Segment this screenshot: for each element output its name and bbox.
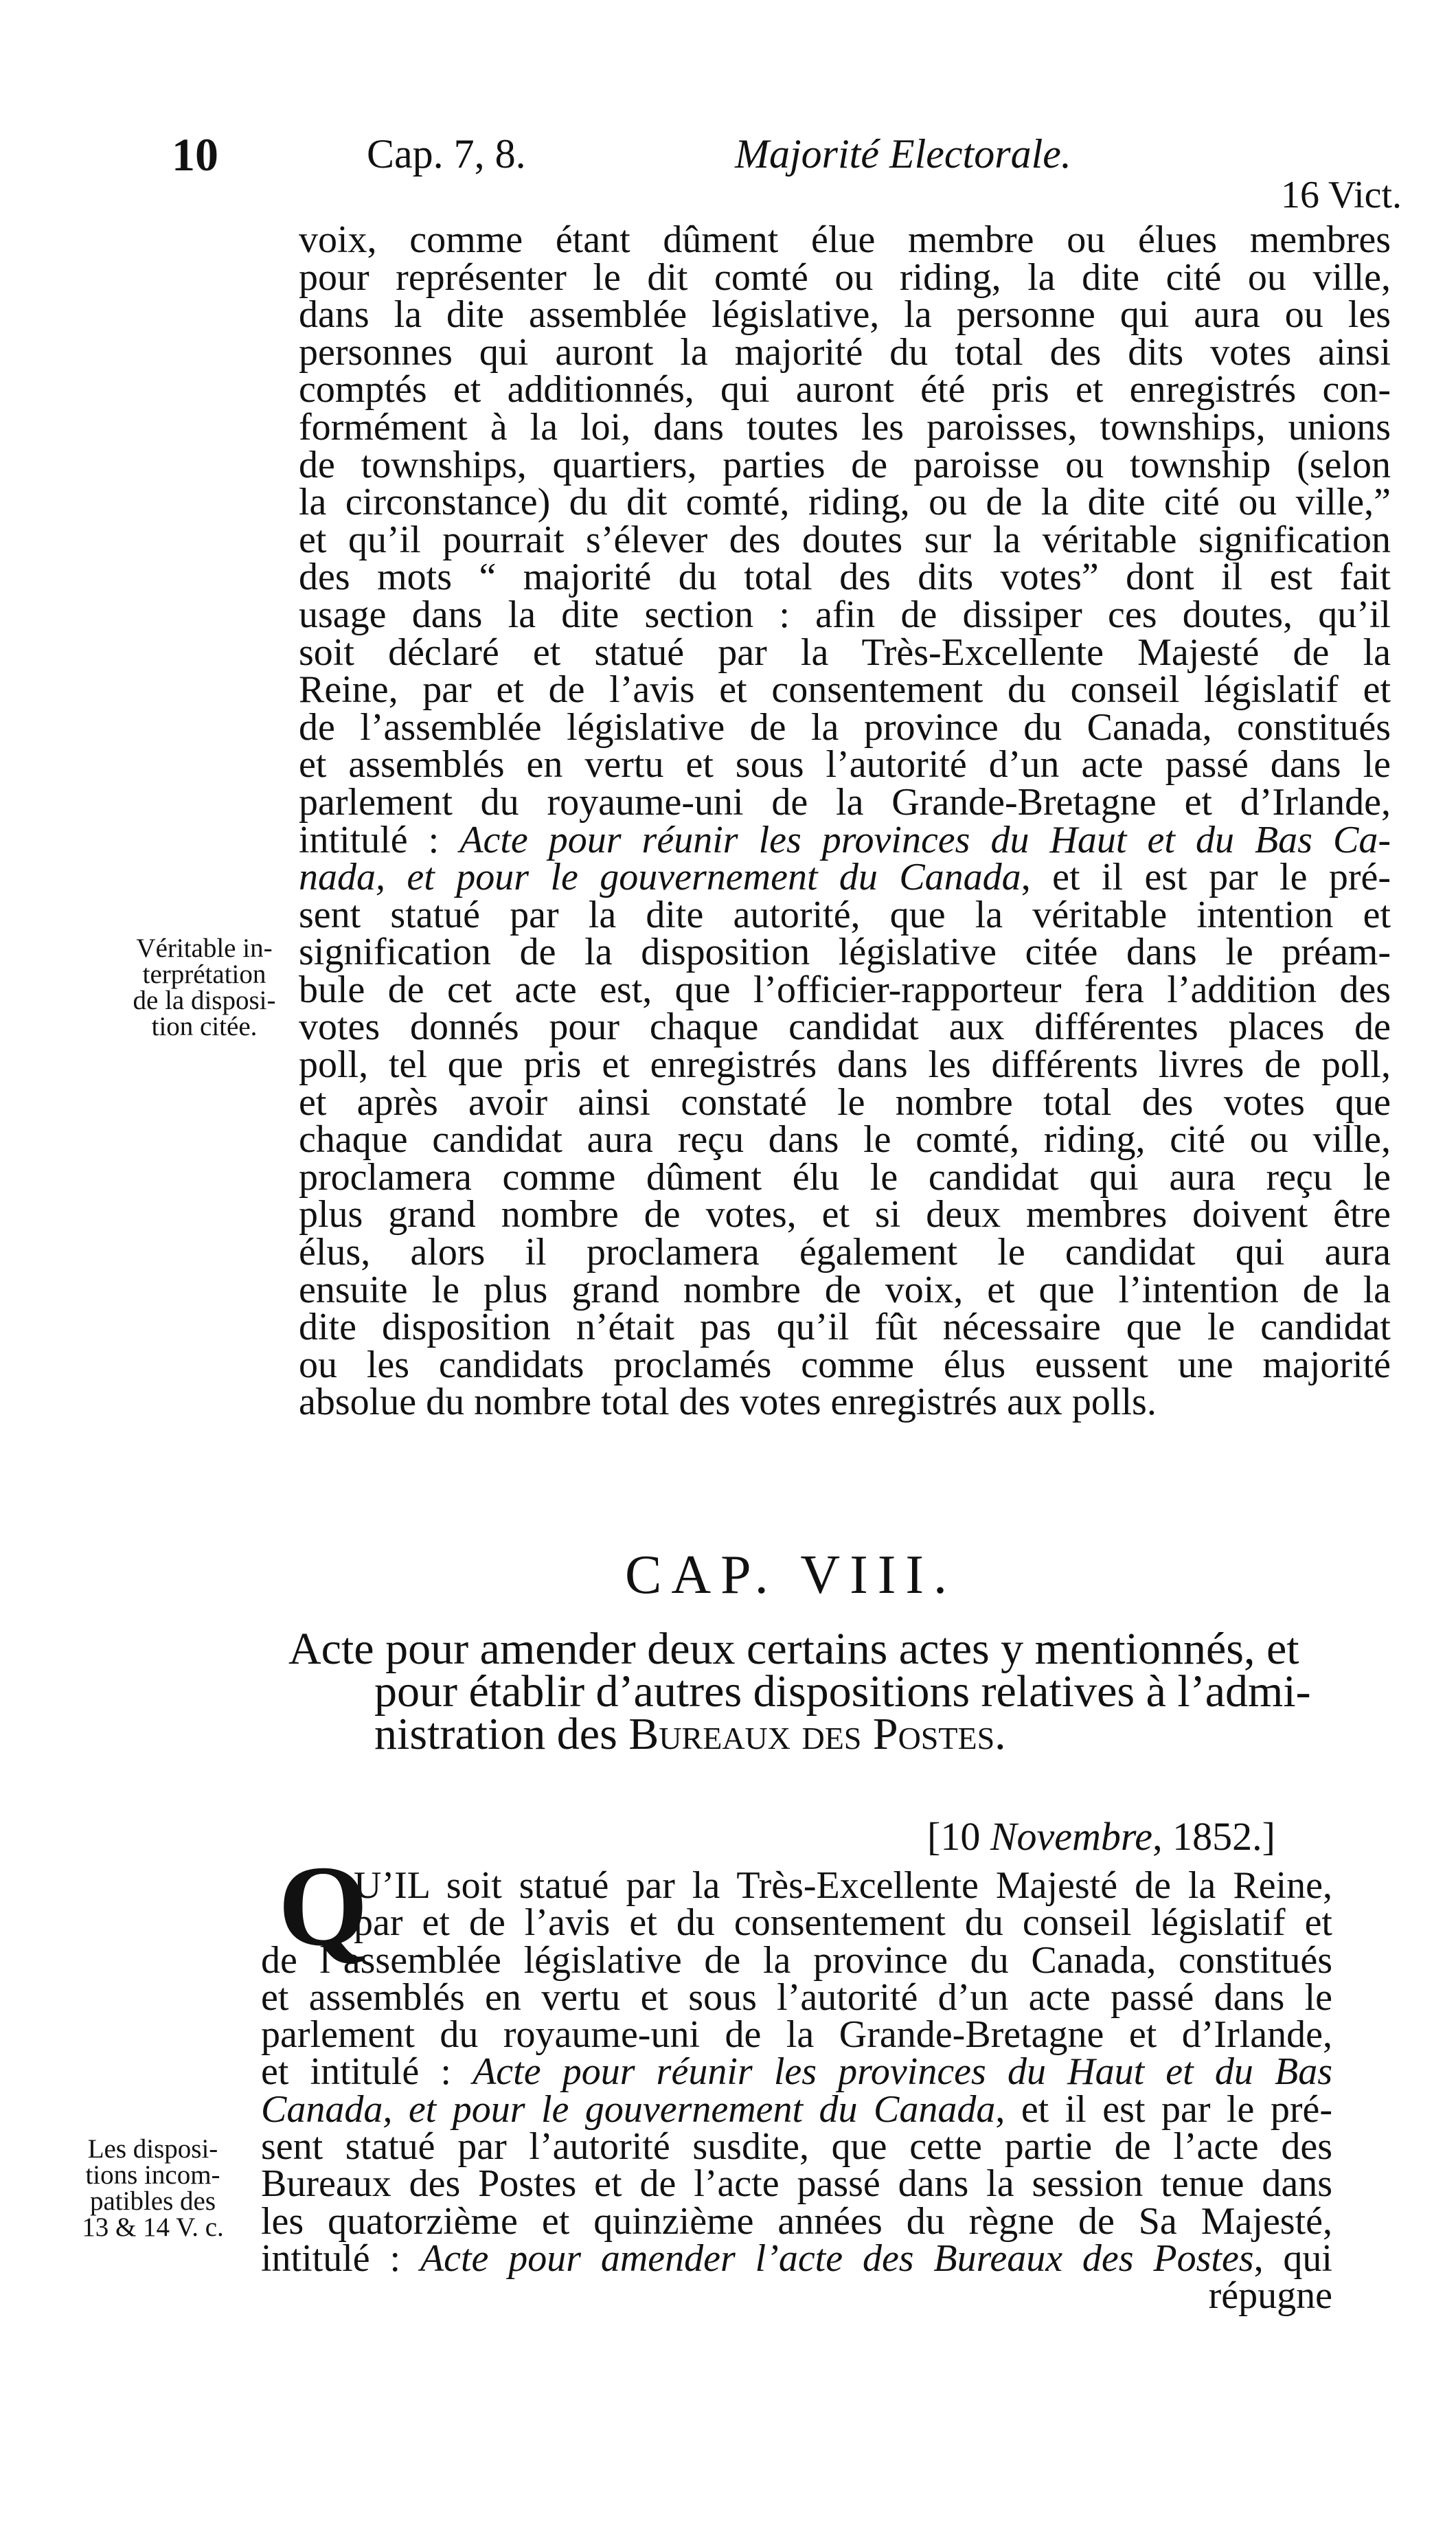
- margin-note-line: terprétation: [142, 960, 266, 989]
- text-line: chaque candidat aura reçu dans le comté, riding, cité ou ville,: [299, 1118, 1391, 1162]
- text-line: absolue du nombre total des votes enregistrés aux polls.: [299, 1381, 1157, 1424]
- text-span: intitulé :: [299, 818, 460, 861]
- text-line: Bureaux des Postes et de l’acte passé dans la session tenue dans: [261, 2162, 1332, 2206]
- text-span: , qui: [1253, 2237, 1332, 2280]
- text-line: ensuite le plus grand nombre de voix, et que l’intention de la: [299, 1268, 1391, 1311]
- text-line: dans la dite assemblée législative, la personne qui aura ou les: [299, 293, 1391, 337]
- chapter-heading: CAP. VIII.: [625, 1545, 957, 1605]
- text-line: de l’assemblée législative de la province du Canada, constitués: [261, 1938, 1332, 1982]
- text-line: [299, 856, 1391, 899]
- text-line: les quatorzième et quinzième années du règne de Sa Majesté,: [261, 2199, 1332, 2243]
- act-title: [288, 1624, 1353, 1759]
- act-citation: Acte pour réunir les provinces du Haut et du Bas Ca-: [459, 818, 1391, 861]
- margin-note-line: patibles des: [89, 2186, 216, 2216]
- text-line: par et de l’avis et du consentement du conseil législatif et: [354, 1901, 1332, 1945]
- text-line: pour représenter le dit comté ou riding, la dite cité ou ville,: [299, 256, 1391, 299]
- text-span: , et il est par le pré-: [995, 2087, 1332, 2131]
- text-line: sent statué par l’autorité susdite, que cette partie de l’acte des: [261, 2125, 1332, 2169]
- text-line: [261, 2050, 1332, 2094]
- cap7-body-text: [299, 218, 1391, 1424]
- text-line: votes donnés pour chaque candidat aux différentes places de: [299, 1006, 1391, 1049]
- text-line: parlement du royaume-uni de la Grande-Bretagne et d’Irlande,: [299, 780, 1391, 824]
- text-line: proclamera comme dûment élu le candidat qui aura reçu le: [299, 1155, 1391, 1199]
- text-line: la circonstance) du dit comté, riding, ou de la dite cité ou ville,”: [299, 481, 1391, 524]
- text-line: plus grand nombre de votes, et si deux membres doivent être: [299, 1193, 1391, 1236]
- margin-note-line: tion citée.: [151, 1012, 258, 1041]
- chapter-reference: Cap. 7, 8.: [367, 131, 526, 177]
- enactment-date: [927, 1813, 1275, 1859]
- text-line: [261, 2087, 1332, 2131]
- text-line: élus, alors il proclamera également le candidat qui aura: [299, 1231, 1391, 1274]
- text-line: U’IL soit statué par la Très-Excellente Majesté de la Reine,: [354, 1864, 1332, 1907]
- text-line: personnes qui auront la majorité du total des dits votes ainsi: [299, 330, 1391, 374]
- act-citation: Acte pour amender l’acte des Bureaux des Postes: [420, 2237, 1254, 2280]
- text-line: des mots “ majorité du total des dits votes” dont il est fait: [299, 556, 1391, 599]
- text-span: , et il est par le pré-: [1021, 856, 1391, 899]
- running-title: Majorité Electorale.: [735, 131, 1071, 177]
- margin-note-line: Véritable in-: [136, 933, 273, 963]
- text-line: voix, comme étant dûment élue membre ou élues membres: [299, 218, 1391, 261]
- act-citation: Acte pour réunir les provinces du Haut et du Bas: [473, 2050, 1332, 2094]
- text-line: [261, 2237, 1332, 2280]
- margin-note-line: 13 & 14 V. c.: [82, 2212, 224, 2242]
- margin-note-interpretation: [124, 933, 285, 1041]
- text-line: soit déclaré et statué par la Très-Excellente Majesté de la: [299, 631, 1391, 674]
- text-line: comptés et additionnés, qui auront été pris et enregistrés con-: [299, 368, 1391, 411]
- act-title-line: pour établir d’autres dispositions relatives à l’admi-: [374, 1666, 1311, 1717]
- text-line: de l’assemblée législative de la province du Canada, constitués: [299, 705, 1391, 749]
- text-span: Bureaux des Postes: [628, 1709, 995, 1759]
- text-line: et assemblés en vertu et sous l’autorité d’un acte passé dans le: [261, 1976, 1332, 2019]
- act-citation: Canada, et pour le gouvernement du Canada: [261, 2087, 996, 2131]
- text-line: et qu’il pourrait s’élever des doutes sur la véritable signification: [299, 518, 1391, 561]
- text-line: de townships, quartiers, parties de paroisse ou township (selon: [299, 443, 1391, 486]
- text-line: [299, 818, 1391, 861]
- text-span: , 1852.]: [1152, 1814, 1275, 1859]
- act-citation: nada, et pour le gouvernement du Canada: [299, 856, 1021, 899]
- text-line: Reine, par et de l’avis et consentement du conseil législatif et: [299, 668, 1391, 712]
- text-line: poll, tel que pris et enregistrés dans les différents livres de poll,: [299, 1043, 1391, 1087]
- text-line: usage dans la dite section : afin de dissiper ces doutes, qu’il: [299, 593, 1391, 636]
- text-span: [10: [927, 1814, 990, 1859]
- text-span: nistration des: [374, 1709, 629, 1759]
- margin-note-line: Les disposi-: [87, 2134, 218, 2164]
- text-line: et assemblés en vertu et sous l’autorité d’un acte passé dans le: [299, 743, 1391, 786]
- text-span: .: [994, 1709, 1006, 1759]
- act-title-line: Acte pour amender deux certains actes y mentionnés, et: [288, 1624, 1299, 1674]
- act-title-line: [288, 1709, 1353, 1759]
- text-line: ou les candidats proclamés comme élus eussent une majorité: [299, 1343, 1391, 1386]
- drop-cap: Q: [278, 1842, 368, 1970]
- text-line: dite disposition n’était pas qu’il fût nécessaire que le candidat: [299, 1306, 1391, 1349]
- text-line: parlement du royaume-uni de la Grande-Bretagne et d’Irlande,: [261, 2013, 1332, 2057]
- text-line: et après avoir ainsi constaté le nombre total des votes que: [299, 1080, 1391, 1124]
- text-line: bule de cet acte est, que l’officier-rapporteur fera l’addition des: [299, 968, 1391, 1011]
- text-span: et intitulé :: [261, 2050, 473, 2094]
- regnal-year: 16 Vict.: [1281, 174, 1402, 216]
- text-line: sent statué par la dite autorité, que la véritable intention et: [299, 893, 1391, 936]
- date-month: Novembre: [990, 1814, 1153, 1859]
- text-line: signification de la disposition législative citée dans le préam-: [299, 931, 1391, 974]
- margin-note-line: tions incom-: [85, 2160, 220, 2190]
- margin-note-incompatible-provisions: [72, 2136, 234, 2241]
- cap8-body-text: [261, 1864, 1332, 2318]
- text-span: intitulé :: [261, 2237, 420, 2280]
- text-line: formément à la loi, dans toutes les paroisses, townships, unions: [299, 405, 1391, 449]
- catchword: répugne: [1208, 2274, 1332, 2318]
- margin-note-line: de la disposi-: [133, 986, 276, 1015]
- page-number: 10: [172, 128, 218, 181]
